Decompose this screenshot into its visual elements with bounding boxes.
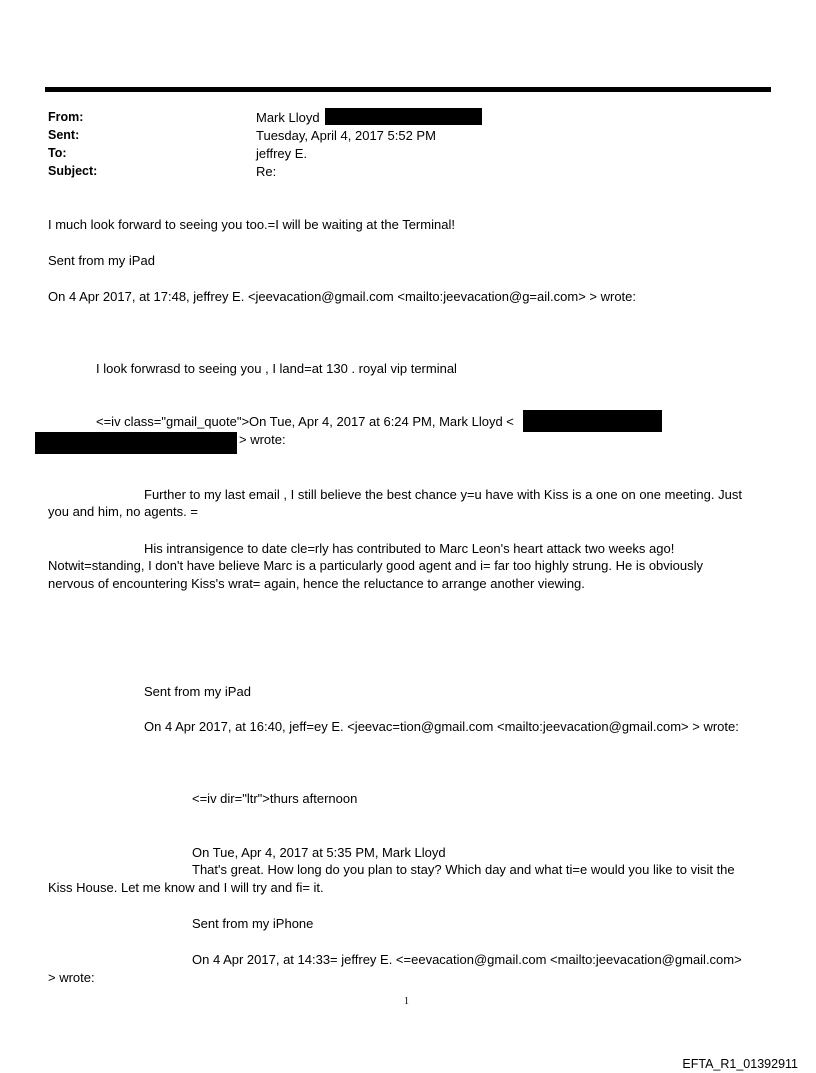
from-label: From: xyxy=(48,110,84,124)
quote-line: Sent from my iPhone xyxy=(192,916,314,931)
body-line: Sent from my iPad xyxy=(48,253,155,268)
from-value: Mark Lloyd xyxy=(256,110,320,125)
document-id: EFTA_R1_01392911 xyxy=(682,1057,798,1071)
quote-line: <=iv class="gmail_quote">On Tue, Apr 4, 2017 at 6:24 PM, Mark Lloyd < xyxy=(96,414,514,429)
quote-line: Further to my last email , I still believe the best chance y=u have with Kiss is a one on one meeting. Just xyxy=(144,487,742,502)
quote-line: Notwit=standing, I don't have believe Marc is a particularly good agent and i= far too highly strung. He is obviously xyxy=(48,558,704,573)
redaction-from-email xyxy=(325,108,482,125)
quote-line: On 4 Apr 2017, at 14:33= jeffrey E. <=eevacation@gmail.com <mailto:jeevacation@gmail.com> xyxy=(192,952,742,967)
quote-line: nervous of encountering Kiss's wrat= again, hence the reluctance to arrange another viewing. xyxy=(48,576,585,591)
redaction-email-part1 xyxy=(523,410,662,432)
quote-line: <=iv dir="ltr">thurs afternoon xyxy=(192,791,358,806)
body-line: I much look forward to seeing you too.=I will be waiting at the Terminal! xyxy=(48,217,455,232)
header-rule xyxy=(45,87,771,92)
sent-label: Sent: xyxy=(48,128,80,142)
quote-line: His intransigence to date cle=rly has contributed to Marc Leon's heart attack two weeks ago! xyxy=(144,541,675,556)
quote-line: > wrote: xyxy=(48,970,95,985)
quote-line: you and him, no agents. = xyxy=(48,504,198,519)
quote-line: On Tue, Apr 4, 2017 at 5:35 PM, Mark Lloyd xyxy=(192,845,446,860)
subject-label: Subject: xyxy=(48,164,98,178)
to-label: To: xyxy=(48,146,67,160)
to-value: jeffrey E. xyxy=(256,146,308,161)
body-line: On 4 Apr 2017, at 17:48, jeffrey E. <jeevacation@gmail.com <mailto:jeevacation@g=ail.com> > wrote: xyxy=(48,289,637,304)
page-number: 1 xyxy=(404,996,409,1007)
quote-line: Kiss House. Let me know and I will try and fi= it. xyxy=(48,880,324,895)
quote-line: > wrote: xyxy=(239,432,286,447)
quote-line: On 4 Apr 2017, at 16:40, jeff=ey E. <jeevac=tion@gmail.com <mailto:jeevacation@gmail.com> > wrote: xyxy=(144,719,739,734)
redaction-email-part2 xyxy=(35,432,237,454)
quote-line: I look forwrasd to seeing you , I land=at 130 . royal vip terminal xyxy=(96,361,457,376)
quote-line: Sent from my iPad xyxy=(144,684,251,699)
subject-value: Re: xyxy=(256,164,277,179)
sent-value: Tuesday, April 4, 2017 5:52 PM xyxy=(256,128,436,143)
quote-line: That's great. How long do you plan to stay? Which day and what ti=e would you like to visit the xyxy=(192,862,735,877)
